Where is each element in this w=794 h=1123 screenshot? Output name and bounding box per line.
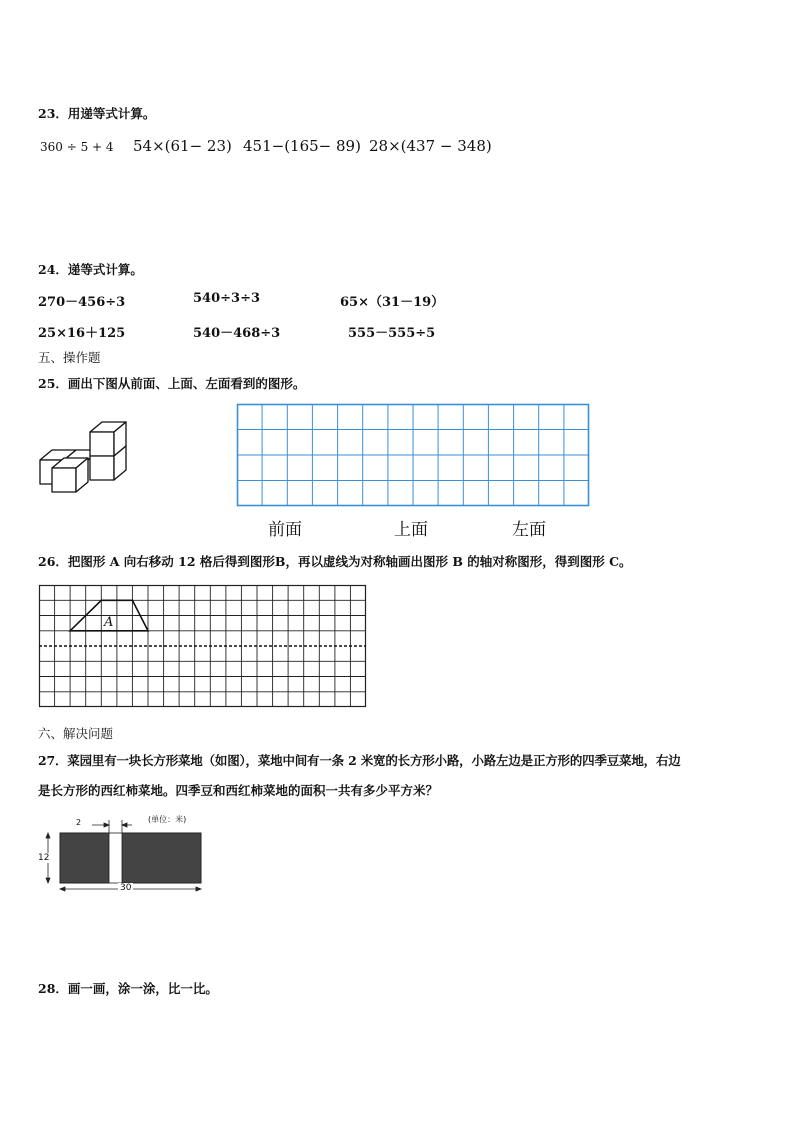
q24-expr-4: 25×16＋125	[38, 326, 126, 341]
q23-title: 23．用递等式计算。	[38, 106, 156, 121]
view-drawing-grid	[237, 404, 589, 506]
q24-expr-1: 270－456÷3	[38, 295, 126, 310]
q24-expr-5: 540－468÷3	[193, 326, 281, 341]
q25-title: 25．画出下图从前面、上面、左面看到的图形。	[38, 376, 306, 391]
shape-a-label: A	[104, 615, 114, 630]
path-width-label: 2	[76, 818, 82, 827]
section-6-heading: 六、解决问题	[38, 726, 114, 741]
unit-label: (单位：米)	[148, 815, 187, 824]
cube-stack-figure	[38, 420, 133, 500]
q24-expr-6: 555－555÷5	[348, 326, 436, 341]
label-front-view: 前面	[268, 520, 302, 540]
label-top-view: 上面	[394, 520, 428, 540]
q28-title: 28．画一画，涂一涂，比一比。	[38, 981, 218, 996]
section-5-heading: 五、操作题	[38, 350, 101, 365]
width-label: 30	[120, 883, 132, 893]
q24-expr-3: 65×（31－19）	[340, 295, 445, 310]
q24-expr-2: 540÷3÷3	[193, 291, 261, 306]
height-label: 12	[38, 853, 50, 863]
label-left-view: 左面	[512, 520, 546, 540]
symmetry-grid	[39, 585, 366, 707]
q26-title: 26．把图形 A 向右移动 12 格后得到图形B，再以虚线为对称轴画出图形 B 的轴对称图形，得到图形 C。	[38, 554, 632, 569]
q27-line-1: 27．菜园里有一块长方形菜地（如图），菜地中间有一条 2 米宽的长方形小路，小路左边是正方形的四季豆菜地，右边	[38, 753, 681, 768]
q23-expr-3: 451−(165− 89)	[243, 137, 361, 155]
q27-line-2: 是长方形的西红柿菜地。四季豆和西红柿菜地的面积一共有多少平方米？	[38, 783, 439, 798]
q23-expr-2: 54×(61− 23)	[133, 137, 232, 155]
q23-expr-4: 28×(437 − 348)	[369, 137, 492, 155]
q23-expr-1: 360 ÷ 5 + 4	[40, 140, 114, 154]
q24-title: 24．递等式计算。	[38, 262, 143, 277]
